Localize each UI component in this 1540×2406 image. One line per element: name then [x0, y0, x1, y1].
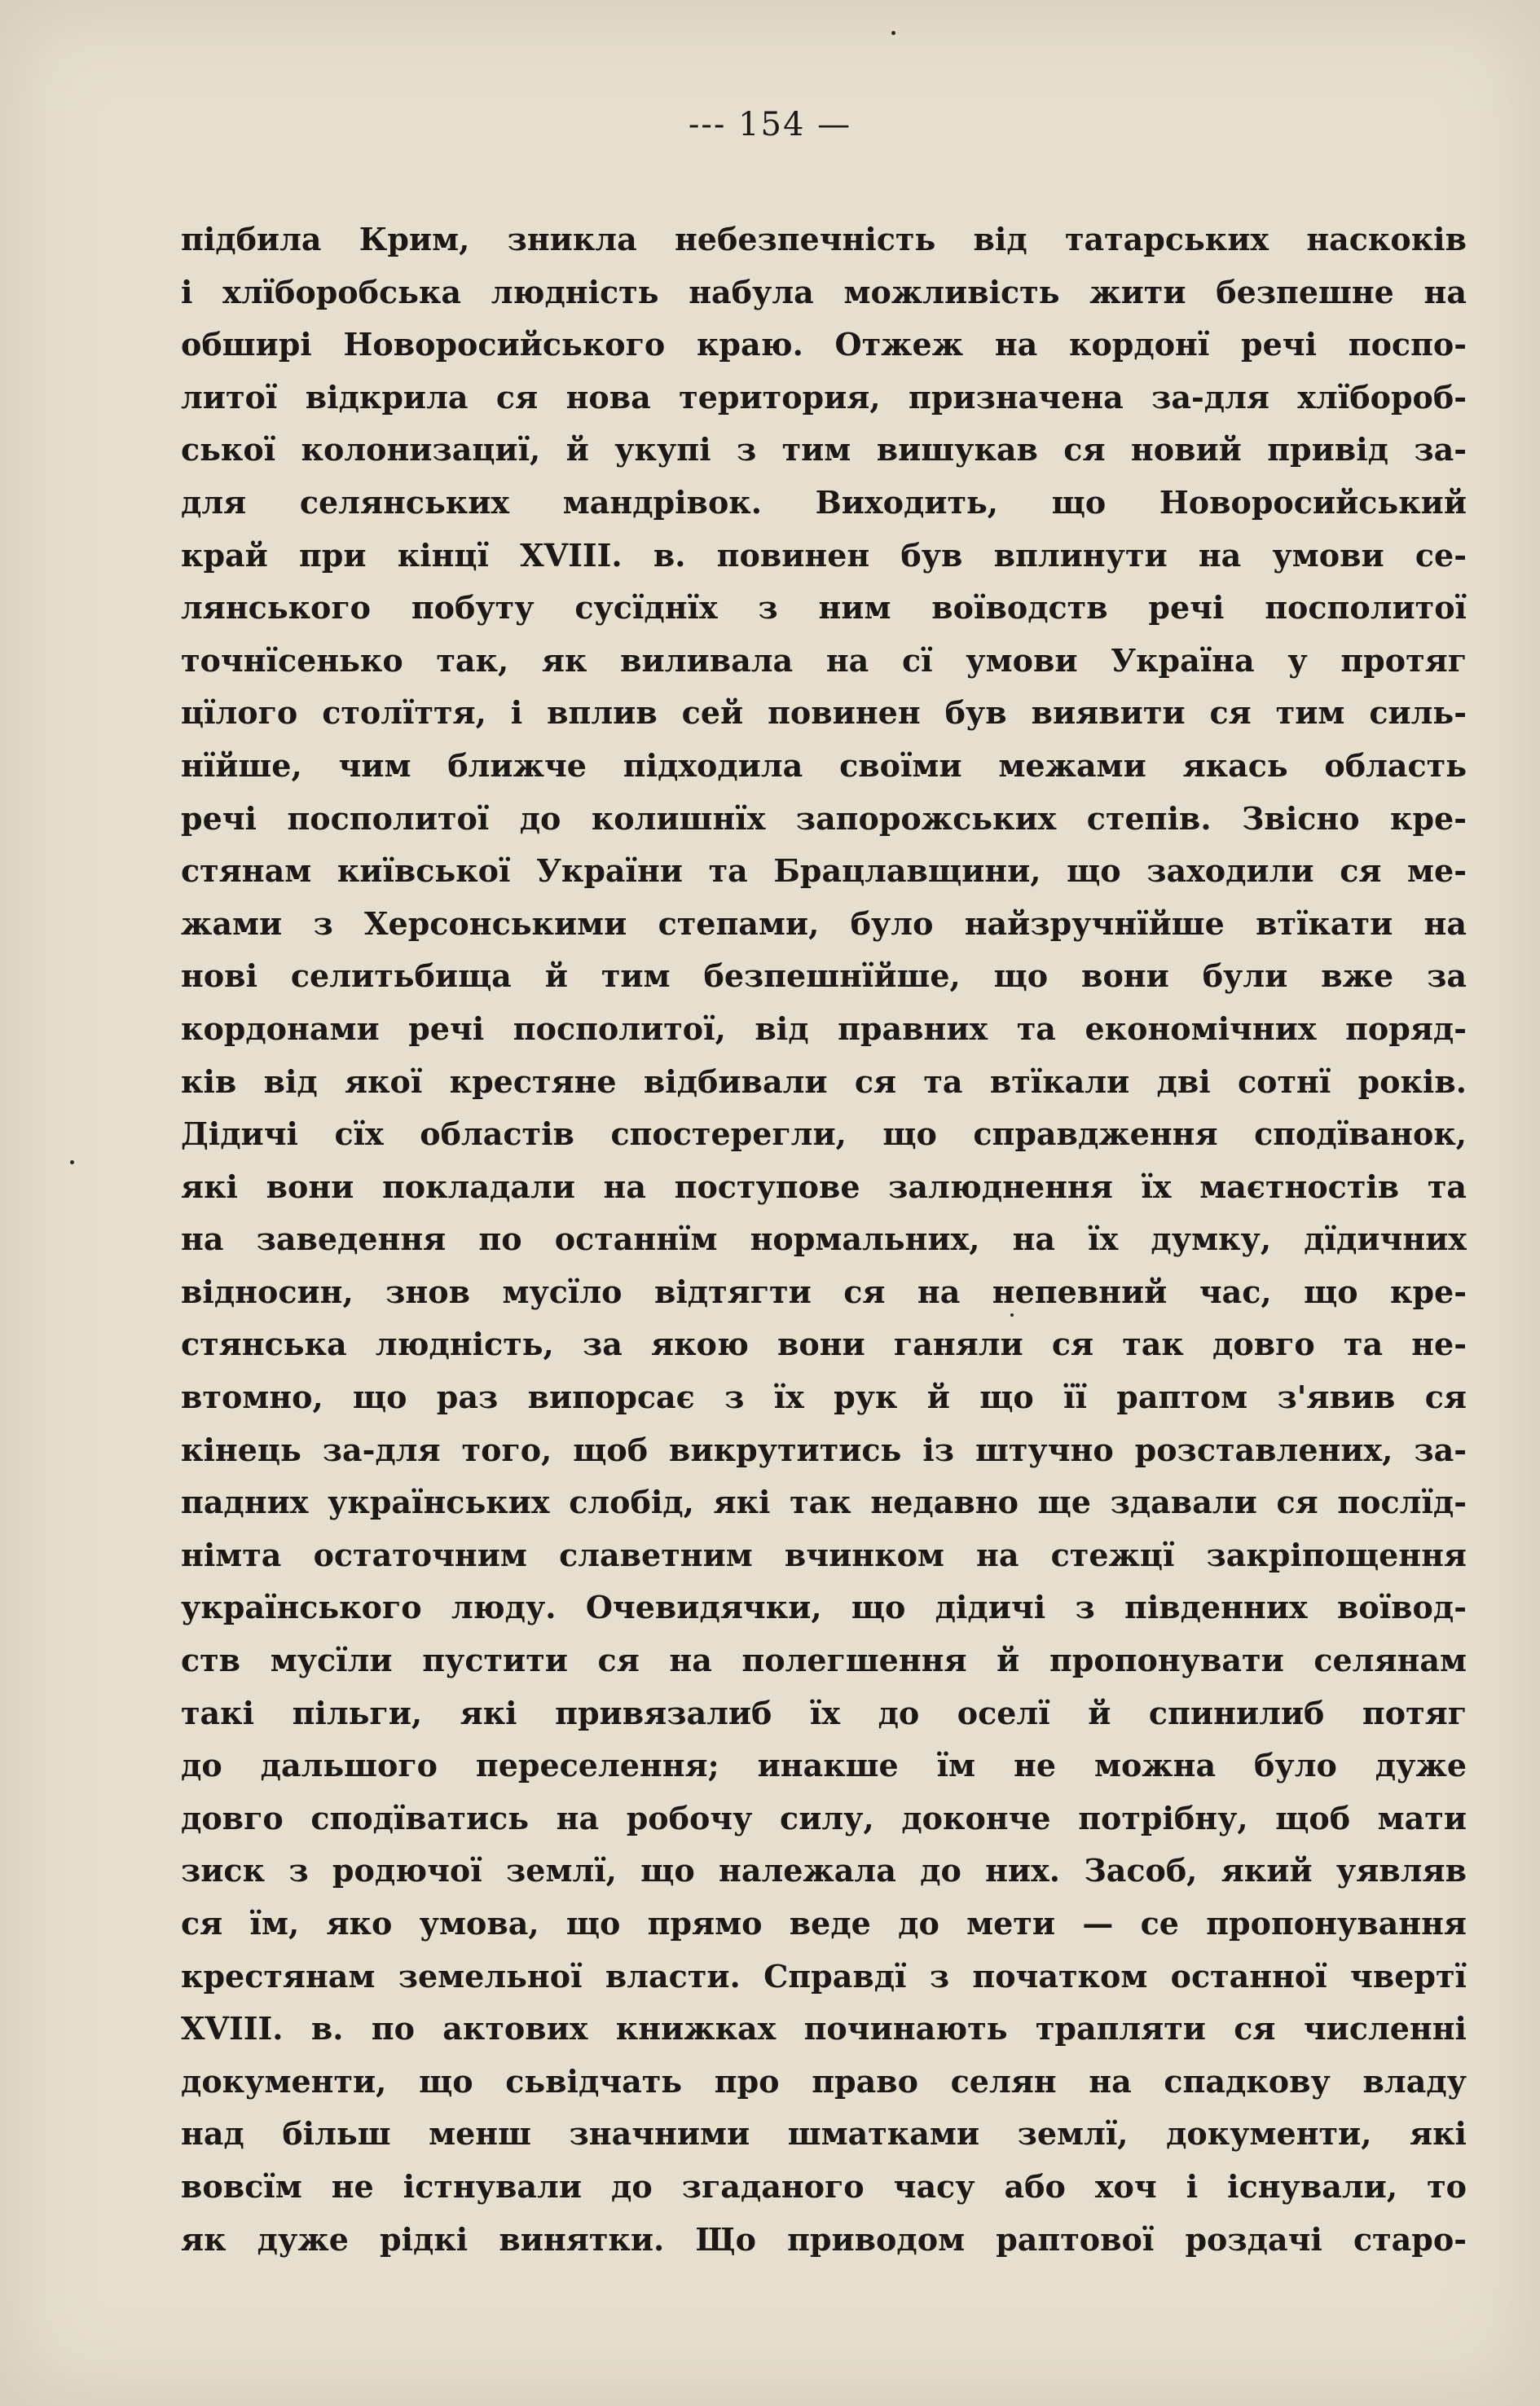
text-line: і хлїборобська людність набула можливість жити безпешне на	[181, 273, 1467, 310]
text-line: лянського побуту сусїднїх з ним воїводств речі посполитої	[181, 589, 1467, 627]
text-line: ків від якої крестяне відбивали ся та втїкали дві сотнї років.	[181, 1062, 1467, 1100]
text-line: нові селитьбища й тим безпешнїйше, що вони були вже за	[181, 957, 1467, 995]
text-line: на заведення по останнїм нормальних, на їх думку, дїдичних	[181, 1221, 1467, 1258]
text-line: Дідичі сїх областів спостерегли, що справдження сподїванок,	[181, 1115, 1467, 1153]
text-line: кордонами речі посполитої, від правних та економічних поряд-	[181, 1009, 1467, 1047]
text-line: стянська людність, за якою вони ганяли ся так довго та не-	[181, 1326, 1467, 1363]
text-line: падних українських слобід, які так недавно ще здавали ся послїд-	[181, 1484, 1467, 1521]
text-line: точнїсенько так, як виливала на сї умови Україна у протяг	[181, 641, 1467, 679]
text-line: ської колонизациї, й укупі з тим вишукав ся новий привід за-	[181, 431, 1467, 468]
body-text	[181, 213, 1467, 2266]
text-line: обширі Новоросийського краю. Отжеж на кордонї речі поспо-	[181, 326, 1467, 363]
text-line: такі пільги, які привязалиб їх до оселї й спинилиб потяг	[181, 1694, 1467, 1731]
text-line: вовсїм не істнували до згаданого часу або хоч і існували, то	[181, 2167, 1467, 2205]
print-speck	[891, 31, 895, 35]
text-line: XVIII. в. по актових книжках починають трапляти ся численні	[181, 2010, 1467, 2048]
text-line: крестянам земельної власти. Справдї з початком останної чвертї	[181, 1957, 1467, 1995]
text-line: до дальшого переселення; инакше їм не можна було дуже	[181, 1747, 1467, 1784]
text-line: речі посполитої до колишнїх запорожських степів. Звісно кре-	[181, 799, 1467, 837]
text-line: втомно, що раз випорсає з їх рук й що її раптом з'явив ся	[181, 1379, 1467, 1416]
text-line: відносин, знов мусїло відтягти ся на непевний час, що кре-	[181, 1273, 1467, 1310]
text-line: цїлого столїття, і вплив сей повинен був виявити ся тим силь-	[181, 694, 1467, 732]
text-line: литої відкрила ся нова територия, призначена за-для хлїбороб-	[181, 378, 1467, 416]
text-line: довго сподїватись на робочу силу, доконче потрібну, щоб мати	[181, 1799, 1467, 1836]
text-line: кінець за-для того, щоб викрутитись із штучно розставлених, за-	[181, 1431, 1467, 1468]
text-line: українського люду. Очевидячки, що дідичі з південних воївод-	[181, 1589, 1467, 1626]
text-line: стянам київської України та Брацлавщини, що заходили ся ме-	[181, 852, 1467, 890]
text-line: німта остаточним славетним вчинком на стежцї закріпощення	[181, 1536, 1467, 1573]
text-line: документи, що сьвідчать про право селян на спадкову владу	[181, 2062, 1467, 2100]
text-line: над більш менш значними шматками землї, документи, які	[181, 2115, 1467, 2153]
text-line: зиск з родючої землї, що належала до них. Засоб, який уявляв	[181, 1852, 1467, 1889]
text-line: ств мусїли пустити ся на полегшення й пропонувати селянам	[181, 1642, 1467, 1679]
page-number: --- 154 —	[688, 106, 852, 143]
print-speck	[1010, 1313, 1014, 1317]
text-line: які вони покладали на поступове залюднення їх маєтностів та	[181, 1168, 1467, 1205]
text-line: нїйше, чим ближче підходила своїми межами якась область	[181, 746, 1467, 784]
text-line: підбила Крим, зникла небезпечність від татарських наскоків	[181, 221, 1467, 257]
text-line: для селянських мандрівок. Виходить, що Новоросийський	[181, 483, 1467, 521]
text-line: ся їм, яко умова, що прямо веде до мети — се пропонування	[181, 1905, 1467, 1942]
text-line: край при кінцї XVIII. в. повинен був вплинути на умови се-	[181, 536, 1467, 574]
text-line: як дуже рідкі винятки. Що приводом раптової роздачі старо-	[181, 2220, 1467, 2258]
print-speck	[70, 1160, 74, 1164]
text-line: жами з Херсонськими степами, було найзручнїйше втїкати на	[181, 904, 1467, 942]
